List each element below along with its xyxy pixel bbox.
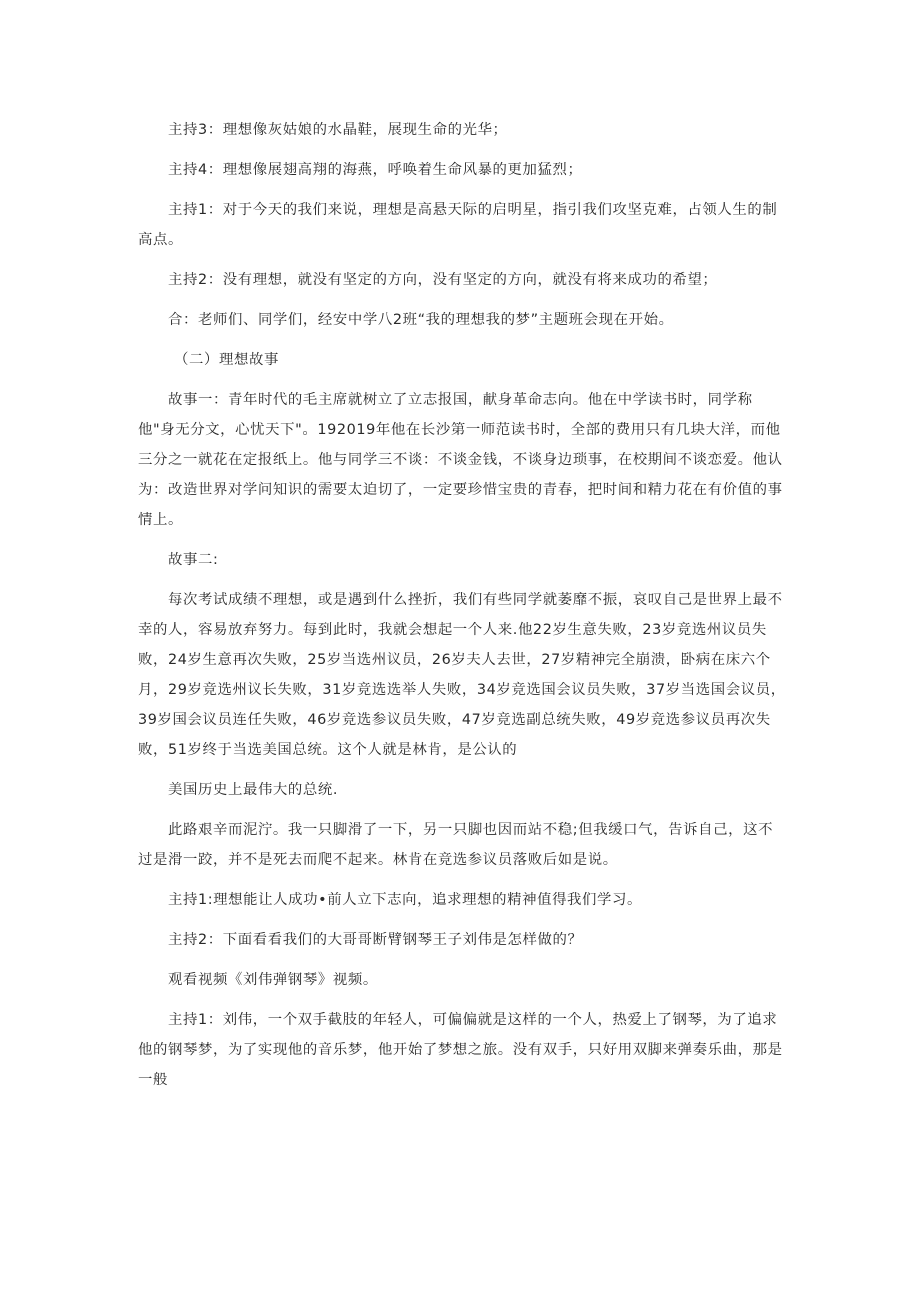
- video-note: 观看视频《刘伟弹钢琴》视频。: [168, 972, 378, 988]
- host1-line: 主持1：对于今天的我们来说，理想是高悬天际的启明星，指引我们攻坚克难，占领人生的制高点。: [138, 202, 778, 248]
- host2-line: 主持2：没有理想，就没有坚定的方向，没有坚定的方向，就没有将来成功的希望；: [168, 272, 718, 288]
- host1-liuwei: 主持1：刘伟，一个双手截肢的年轻人，可偏偏就是这样的一个人，热爱上了钢琴，为了追求他的钢琴梦，为了实现他的音乐梦，他开始了梦想之旅。没有双手，只好用双脚来弹奏乐曲，那是一般: [138, 1012, 783, 1088]
- story-two-heading: 故事二:: [168, 552, 219, 568]
- story-two-body: 每次考试成绩不理想，或是遇到什么挫折，我们有些同学就萎靡不振，哀叹自己是世界上最不幸的人，容易放弃努力。每到此时，我就会想起一个人来.他22岁生意失败，23岁竞选州议员失败，24岁生意再次失败，25岁当选州议员，26岁夫人去世，27岁精神完全崩溃，卧病在床六个月，29岁竞选州议长失败，31岁竞选选举人失败，34岁竞选国会议员失败，37岁当选国会议员，39岁国会议员连任失败，46岁竞选参议员失败，47岁竞选副总统失败，49岁竞选参议员再次失败，51岁终于当选美国总统。这个人就是林肯，是公认的: [138, 592, 786, 758]
- document-body: [138, 115, 786, 1095]
- host2-intro: 主持2：下面看看我们的大哥哥断臂钢琴王子刘伟是怎样做的？: [168, 932, 583, 948]
- story-one: 故事一：青年时代的毛主席就树立了立志报国，献身革命志向。他在中学读书时，同学称他"身无分文，心忧天下"。192019年他在长沙第一师范读书时，全部的费用只有几块大洋，而他三分之一就花在定报纸上。他与同学三不谈：不谈金钱，不谈身边琐事，在校期间不谈恋爱。他认为：改造世界对学问知识的需要太迫切了，一定要珍惜宝贵的青春，把时间和精力花在有价值的事情上。: [138, 392, 783, 528]
- host4-line: 主持4：理想像展翅高翔的海燕，呼唤着生命风暴的更加猛烈；: [168, 162, 583, 178]
- host3-line: 主持3：理想像灰姑娘的水晶鞋，展现生命的光华；: [168, 122, 508, 138]
- together-line: 合：老师们、同学们，经安中学八2班“我的理想我的梦”主题班会现在开始。: [168, 312, 674, 328]
- section-heading: （二）理想故事: [174, 352, 279, 368]
- host1-summary: 主持1:理想能让人成功•前人立下志向，追求理想的精神值得我们学习。: [168, 892, 643, 908]
- lincoln-quote: 此路艰辛而泥泞。我一只脚滑了一下，另一只脚也因而站不稳;但我缓口气，告诉自己，这不过是滑一跤，并不是死去而爬不起来。林肯在竞选参议员落败后如是说。: [138, 822, 774, 868]
- story-two-ending: 美国历史上最伟大的总统.: [168, 782, 339, 798]
